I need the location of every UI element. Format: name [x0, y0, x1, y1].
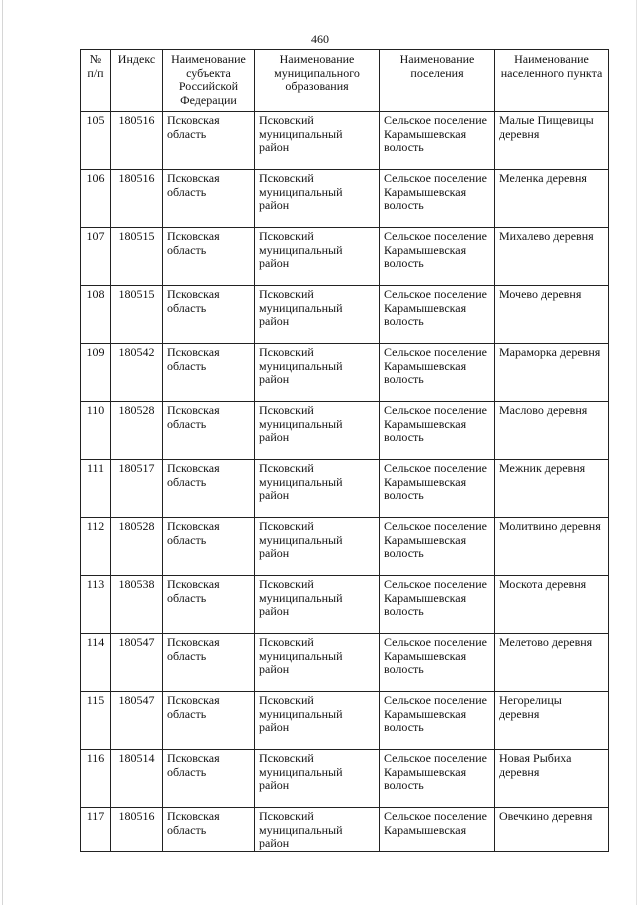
cell-locality: Меленка деревня: [495, 170, 609, 228]
cell-settlement: Сельское поселение Карамышевская волость: [380, 170, 495, 228]
cell-locality: Молитвино деревня: [495, 518, 609, 576]
table-row: [81, 692, 609, 750]
cell-locality: Новая Рыбиха деревня: [495, 750, 609, 808]
cell-settlement: Сельское поселение Карамышевская волость: [380, 112, 495, 170]
cell-number: 110: [81, 402, 111, 460]
cell-municipality: Псковский муниципальный район: [255, 344, 380, 402]
cell-settlement: Сельское поселение Карамышевская волость: [380, 750, 495, 808]
cell-municipality: Псковский муниципальный район: [255, 518, 380, 576]
cell-locality: Маслово деревня: [495, 402, 609, 460]
cell-settlement: Сельское поселение Карамышевская волость: [380, 402, 495, 460]
scan-edge-left: [2, 0, 3, 905]
cell-number: 107: [81, 228, 111, 286]
cell-subject: Псковская область: [163, 808, 255, 852]
table-row: [81, 402, 609, 460]
table-row: [81, 228, 609, 286]
cell-index: 180516: [111, 170, 163, 228]
cell-index: 180515: [111, 228, 163, 286]
table-row: [81, 344, 609, 402]
cell-index: 180547: [111, 634, 163, 692]
table-row: [81, 460, 609, 518]
cell-subject: Псковская область: [163, 576, 255, 634]
header-subject: Наименование субъекта Российской Федерации: [163, 50, 255, 112]
cell-settlement: Сельское поселение Карамышевская волость: [380, 518, 495, 576]
cell-locality: Негорелицы деревня: [495, 692, 609, 750]
cell-number: 116: [81, 750, 111, 808]
cell-subject: Псковская область: [163, 634, 255, 692]
cell-locality: Москота деревня: [495, 576, 609, 634]
table-row: [81, 286, 609, 344]
cell-number: 113: [81, 576, 111, 634]
cell-municipality: Псковский муниципальный район: [255, 228, 380, 286]
cell-locality: Михалево деревня: [495, 228, 609, 286]
cell-number: 115: [81, 692, 111, 750]
cell-municipality: Псковский муниципальный район: [255, 634, 380, 692]
cell-municipality: Псковский муниципальный район: [255, 460, 380, 518]
cell-subject: Псковская область: [163, 344, 255, 402]
table-row: [81, 634, 609, 692]
cell-subject: Псковская область: [163, 170, 255, 228]
cell-number: 114: [81, 634, 111, 692]
table-row: [81, 576, 609, 634]
cell-index: 180528: [111, 402, 163, 460]
scan-edge-right: [636, 0, 637, 905]
cell-subject: Псковская область: [163, 112, 255, 170]
cell-municipality: Псковский муниципальный район: [255, 112, 380, 170]
cell-locality: Межник деревня: [495, 460, 609, 518]
cell-index: 180528: [111, 518, 163, 576]
cell-settlement: Сельское поселение Карамышевская волость: [380, 344, 495, 402]
page-number: 460: [311, 32, 329, 46]
settlements-table: [80, 49, 609, 852]
cell-municipality: Псковский муниципальный район: [255, 286, 380, 344]
cell-settlement: Сельское поселение Карамышевская волость: [380, 460, 495, 518]
cell-subject: Псковская область: [163, 692, 255, 750]
cell-municipality: Псковский муниципальный район: [255, 750, 380, 808]
cell-settlement: Сельское поселение Карамышевская волость: [380, 576, 495, 634]
cell-locality: Овечкино деревня: [495, 808, 609, 852]
table-row: [81, 808, 609, 852]
cell-subject: Псковская область: [163, 750, 255, 808]
cell-municipality: Псковский муниципальный район: [255, 402, 380, 460]
cell-number: 108: [81, 286, 111, 344]
table-header-row: [81, 50, 609, 112]
cell-index: 180542: [111, 344, 163, 402]
table-row: [81, 170, 609, 228]
cell-settlement: Сельское поселение Карамышевская волость: [380, 286, 495, 344]
cell-subject: Псковская область: [163, 402, 255, 460]
cell-index: 180538: [111, 576, 163, 634]
cell-municipality: Псковский муниципальный район: [255, 808, 380, 852]
cell-locality: Мелетово деревня: [495, 634, 609, 692]
cell-index: 180547: [111, 692, 163, 750]
header-locality: Наименование населенного пункта: [495, 50, 609, 112]
header-municipality: Наименование муниципального образования: [255, 50, 380, 112]
cell-locality: Мараморка деревня: [495, 344, 609, 402]
cell-subject: Псковская область: [163, 518, 255, 576]
cell-municipality: Псковский муниципальный район: [255, 576, 380, 634]
cell-locality: Мочево деревня: [495, 286, 609, 344]
cell-subject: Псковская область: [163, 286, 255, 344]
cell-number: 112: [81, 518, 111, 576]
cell-municipality: Псковский муниципальный район: [255, 692, 380, 750]
cell-number: 117: [81, 808, 111, 852]
cell-municipality: Псковский муниципальный район: [255, 170, 380, 228]
cell-subject: Псковская область: [163, 460, 255, 518]
cell-settlement: Сельское поселение Карамышевская волость: [380, 692, 495, 750]
table-row: [81, 750, 609, 808]
table-row: [81, 112, 609, 170]
cell-number: 109: [81, 344, 111, 402]
cell-settlement: Сельское поселение Карамышевская: [380, 808, 495, 852]
cell-index: 180517: [111, 460, 163, 518]
header-number: № п/п: [81, 50, 111, 112]
header-settlement: Наименование поселения: [380, 50, 495, 112]
header-index: Индекс: [111, 50, 163, 112]
cell-subject: Псковская область: [163, 228, 255, 286]
cell-settlement: Сельское поселение Карамышевская волость: [380, 634, 495, 692]
cell-settlement: Сельское поселение Карамышевская волость: [380, 228, 495, 286]
cell-index: 180516: [111, 112, 163, 170]
table-row: [81, 518, 609, 576]
cell-number: 106: [81, 170, 111, 228]
cell-locality: Малые Пищевицы деревня: [495, 112, 609, 170]
cell-number: 105: [81, 112, 111, 170]
cell-number: 111: [81, 460, 111, 518]
cell-index: 180516: [111, 808, 163, 852]
cell-index: 180515: [111, 286, 163, 344]
cell-index: 180514: [111, 750, 163, 808]
